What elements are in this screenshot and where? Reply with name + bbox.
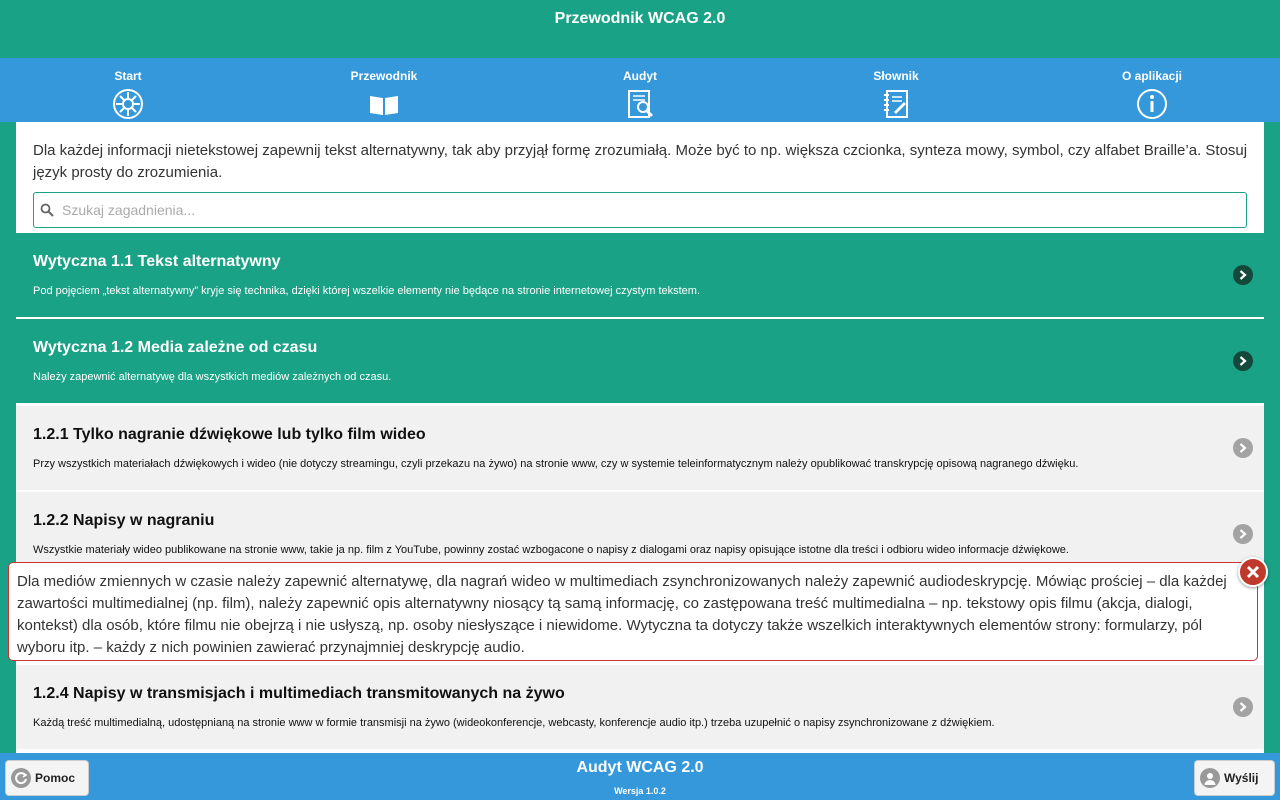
intro-text: Dla każdej informacji nietekstowej zapewnij tekst alternatywny, tak aby przyjął formę zrozumiałą. Może być to np. większa czcionka, synteza mowy, symbol, czy alfabet Braille’a. Stosuj język prosty do zrozumienia.: [33, 142, 1248, 181]
list-item[interactable]: [16, 319, 1264, 403]
chevron-right-icon: [1233, 438, 1253, 458]
chevron-right-icon: [1233, 351, 1253, 371]
help-label: Pomoc: [35, 771, 76, 785]
item-title: 1.2.1 Tylko nagranie dźwiękowe lub tylko film wideo: [33, 426, 426, 443]
app-footer: [0, 753, 1280, 800]
nav-guide[interactable]: [256, 58, 512, 122]
footer-version: Wersja 1.0.2: [614, 786, 666, 796]
item-title: Wytyczna 1.2 Media zależne od czasu: [33, 339, 318, 356]
tooltip-popup: [8, 562, 1258, 661]
tooltip-text: Dla mediów zmiennych w czasie należy zapewnić alternatywę, dla nagrań wideo w multimediach zsynchronizowanych należy zapewnić audiodeskrypcję. Mówiąc prościej – dla każdej zawartości multimedialnej (np. film), należy zapewnić opis alternatywny niosący tą samą informację, co zastępowana treść multimedialna – np. tekstowy opis filmu (akcja, dialogi, kontekst) dla osób, które filmu nie obejrzą i nie usłyszą, np. osoby niesłyszące i niewidome. Wytyczna ta dotyczy także wszelkich interaktywnych elementów strony: formularzy, pól wyboru itp. – każdy z nich powinien zawierać przynajmniej deskrypcję audio.: [17, 573, 1227, 656]
info-icon: [1136, 88, 1168, 120]
item-title: Wytyczna 1.1 Tekst alternatywny: [33, 253, 281, 270]
nav-about[interactable]: [1024, 58, 1280, 122]
audit-icon: [624, 88, 656, 120]
notebook-icon: [880, 88, 912, 120]
item-title: 1.2.2 Napisy w nagraniu: [33, 512, 215, 529]
app-title: Przewodnik WCAG 2.0: [554, 10, 726, 27]
user-icon: [1200, 768, 1220, 788]
item-description: Wszystkie materiały wideo publikowane na stronie www, takie ja np. film z YouTube, powinny zostać wzbogacone o napisy z dialogami oraz napisy opisujące istotne dla treści i odbioru wideo informacje dźwiękowe.: [33, 544, 1069, 556]
close-tooltip-button[interactable]: [1238, 557, 1268, 587]
app-header: [0, 0, 1280, 58]
list-item[interactable]: [16, 665, 1264, 749]
item-description: Pod pojęciem „tekst alternatywny” kryje się technika, dzięki której wszelkie elementy nie będące na stronie internetowej czystym tekstem.: [33, 285, 701, 297]
close-icon: [1246, 565, 1260, 579]
nav-guide-label: Przewodnik: [350, 69, 418, 83]
search-icon: [40, 203, 54, 217]
chevron-right-icon: [1233, 697, 1253, 717]
nav-glossary[interactable]: [768, 58, 1024, 122]
start-icon: [112, 88, 144, 120]
nav-audit-label: Audyt: [623, 69, 657, 83]
nav-glossary-label: Słownik: [873, 69, 919, 83]
item-description: Należy zapewnić alternatywę dla wszystkich mediów zależnych od czasu.: [33, 371, 392, 383]
chevron-right-icon: [1233, 524, 1253, 544]
send-label: Wyślij: [1224, 771, 1259, 785]
item-description: Przy wszystkich materiałach dźwiękowych i wideo (nie dotyczy streamingu, czyli przekazu na żywo) na stronie www, czy w systemie teleinformatycznym należy opublikować transkrypcję opisową nagranego dźwięku.: [33, 458, 1079, 470]
list-item[interactable]: [16, 233, 1264, 317]
chevron-right-icon: [1233, 265, 1253, 285]
nav-audit[interactable]: [512, 58, 768, 122]
nav-start-label: Start: [114, 69, 142, 83]
nav-start[interactable]: [0, 58, 256, 122]
item-description: Każdą treść multimedialną, udostępnianą na stronie www w formie transmisji na żywo (wideokonferencje, webcasty, konferencje audio itp.) trzeba uzupełnić o napisy zsynchronizowane z dźwiękiem.: [33, 717, 995, 729]
book-icon: [368, 88, 400, 120]
footer-title: Audyt WCAG 2.0: [576, 759, 704, 776]
search-input[interactable]: [62, 193, 1232, 227]
search-box: [33, 192, 1247, 228]
send-button[interactable]: [1194, 760, 1275, 796]
main-nav: [0, 58, 1280, 122]
list-item[interactable]: [16, 406, 1264, 490]
nav-about-label: O aplikacji: [1121, 69, 1183, 83]
item-title: 1.2.4 Napisy w transmisjach i multimediach transmitowanych na żywo: [33, 685, 565, 702]
